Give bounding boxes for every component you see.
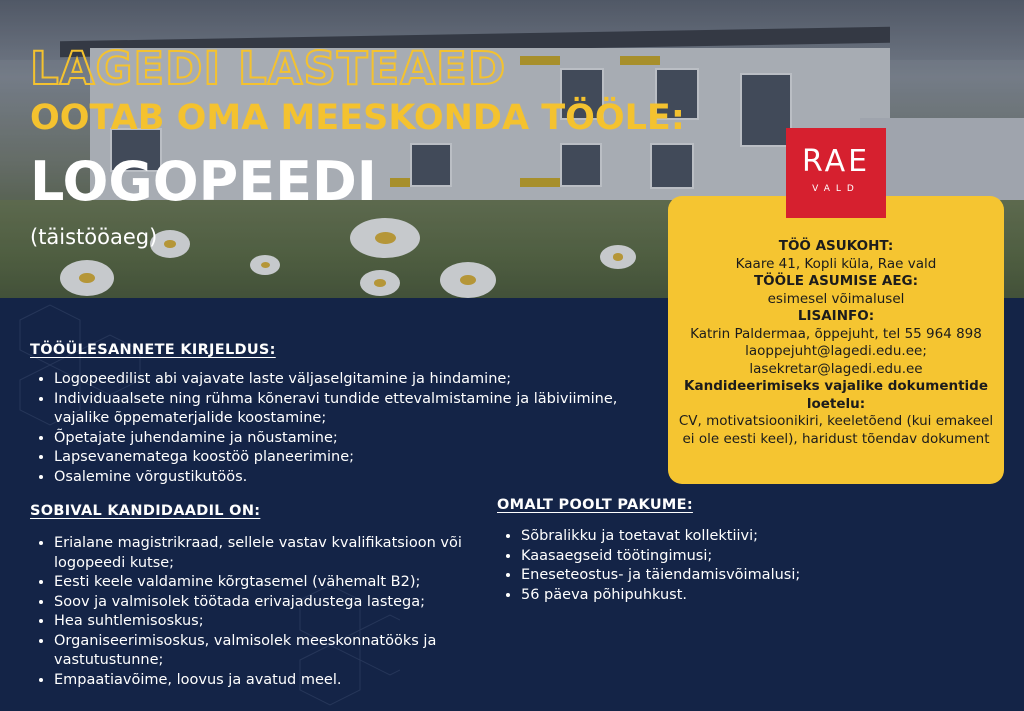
list-item: • Empaatiavõime, loovus ja avatud meel. [54, 671, 480, 691]
start-label: TÖÖLE ASUMISE AEG: [753, 273, 919, 289]
requirements-heading: SOBIVAL KANDIDAADIL ON: [30, 503, 261, 519]
contact-name: Katrin Paldermaa, õppejuht, tel 55 964 898 [690, 325, 982, 342]
org-name: LAGEDI LASTEAED [30, 42, 507, 95]
logo-subtext: VALD [812, 184, 860, 194]
list-item: • Eesti keele valdamine kõrgtasemel (vähemalt B2); [54, 573, 480, 593]
position-title: LOGOPEEDI [30, 150, 377, 213]
list-item: • Kaasaegseid töötingimusi; [521, 547, 857, 567]
list-item: • Erialane magistrikraad, sellele vastav kvalifikatsioon või logopeedi kutse; [54, 534, 480, 573]
list-item: • 56 päeva põhipuhkust. [521, 586, 857, 606]
duties-list [30, 370, 650, 487]
duties-heading: TÖÖÜLESANNETE KIRJELDUS: [30, 342, 276, 358]
list-item: • Sõbralikku ja toetavat kollektiivi; [521, 527, 857, 547]
list-item: • Soov ja valmisolek töötada erivajadustega lastega; [54, 593, 480, 613]
start-value: esimesel võimalusel [767, 290, 905, 307]
contact-label: LISAINFO: [797, 308, 875, 324]
duties-section [30, 342, 650, 487]
position-subtitle: (täistööaeg) [30, 225, 158, 249]
list-item: • Individuaalsete ning rühma kõneravi tundide ettevalmistamine ja läbiviimine, vajalike õppematerjalide koostamine; [54, 390, 650, 429]
contact-email-2[interactable]: lasekretar@lagedi.edu.ee [749, 360, 923, 377]
logo-text: RAE [801, 144, 871, 179]
list-item: • Organiseerimisoskus, valmisolek meeskonnatööks ja vastutustunne; [54, 632, 480, 671]
offer-list [497, 527, 857, 605]
offer-section [497, 497, 857, 605]
location-label: TÖÖ ASUKOHT: [778, 238, 894, 254]
list-item: • Osalemine võrgustikutöös. [54, 468, 650, 488]
list-item: • Hea suhtlemisoskus; [54, 612, 480, 632]
list-item: • Lapsevanematega koostöö planeerimine; [54, 448, 650, 468]
info-box [668, 196, 1004, 484]
requirements-list [30, 534, 480, 690]
list-item: • Logopeedilist abi vajavate laste väljaselgitamine ja hindamine; [54, 370, 650, 390]
docs-label: Kandideerimiseks vajalike dokumentide loetelu: [684, 378, 988, 412]
contact-email-1[interactable]: laoppejuht@lagedi.edu.ee; [745, 343, 927, 359]
list-item: • Eneseteostus- ja täiendamisvõimalusi; [521, 566, 857, 586]
docs-value: CV, motivatsioonikiri, keeletõend (kui emakeel ei ole eesti keel), haridust tõendav dokument [678, 413, 994, 447]
location-value: Kaare 41, Kopli küla, Rae vald [735, 255, 937, 272]
rae-vald-logo [786, 128, 886, 218]
offer-heading: OMALT POOLT PAKUME: [497, 497, 693, 513]
headline: OOTAB OMA MEESKONDA TÖÖLE: [30, 98, 685, 138]
list-item: • Õpetajate juhendamine ja nõustamine; [54, 429, 650, 449]
requirements-section [30, 503, 480, 690]
